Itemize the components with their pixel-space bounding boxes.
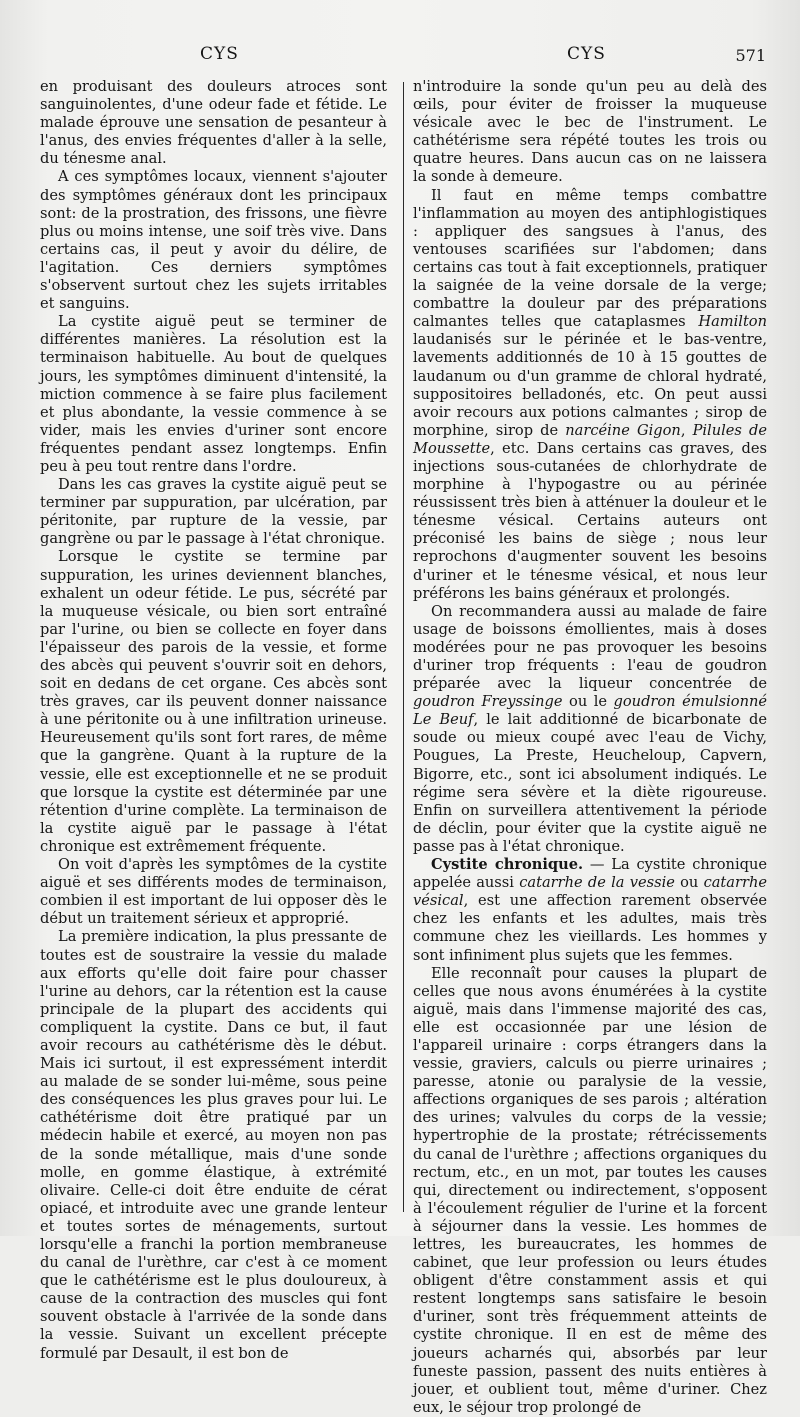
running-header: [0, 44, 800, 68]
section-heading: Cystite chronique.: [431, 856, 584, 874]
right-paragraph-3: [413, 603, 767, 856]
right-column: [413, 78, 767, 1417]
italic-run: Hamilton: [698, 313, 767, 331]
header-left-title: CYS: [200, 44, 239, 64]
text-run: — La cystite chronique appelée aussi: [413, 856, 767, 892]
italic-run: catarrhe vésical: [413, 874, 767, 910]
left-paragraph-6: On voit d'après les symptômes de la cystite aiguë et ses différents modes de terminaison, combien il est important de lui opposer dès le début un traitement sérieux et approprié.: [40, 856, 387, 928]
italic-run: goudron Freyssinge: [413, 693, 563, 711]
text-run: ou le: [562, 693, 614, 711]
left-paragraph-4: Dans les cas graves la cystite aiguë peut se terminer par suppuration, par ulcération, par péritonite, par rupture de la vessie, par gangrène ou par le passage à l'état chronique.: [40, 476, 387, 548]
text-run: ,: [680, 421, 693, 439]
italic-run: goudron émulsionné Le Beuf: [413, 693, 767, 729]
italic-run: catarrhe de la vessie: [519, 874, 675, 892]
page-number: 571: [735, 46, 766, 65]
right-paragraph-2: [413, 187, 767, 603]
text-run: laudanisés sur le périnée et le bas-ventre, lavements additionnés de 10 à 15 gouttes de laudanum ou d'un gramme de chloral hydraté, suppositoires belladonés, etc. On peut aussi avoir recours aux potions calmantes ; sirop de morphine, sirop de: [413, 331, 767, 439]
right-paragraph-5: Elle reconnaît pour causes la plupart de celles que nous avons énumérées à la cystite aiguë, mais dans l'immense majorité des cas, elle est occasionnée par une lésion de l'appareil urinaire : corps étrangers dans la vessie, graviers, calculs ou pierre urinaires ; paresse, atonie ou paralysie de la vessie, affections organiques de ses parois ; altération des urines; valvules du corps de la vessie; hypertrophie de la prostate; rétrécissements du canal de l'urèthre ; affections organiques du rectum, etc., en un mot, par toutes les causes qui, directement ou indirectement, s'opposent à l'écoulement régulier de l'urine et la forcent à séjourner dans la vessie. Les hommes de lettres, les bureaucrates, les hommes de cabinet, que leur profession ou leurs études obligent d'être constamment assis et qui restent longtemps sans satisfaire le besoin d'uriner, sont très fréquemment atteints de cystite chronique. Il en est de même des joueurs acharnés qui, absorbés par leur funeste passion, passent des nuits entières à jouer, et oublient tout, même d'uriner. Chez eux, le séjour trop prolongé de: [413, 964, 767, 1416]
column-divider: [403, 82, 404, 1212]
left-paragraph-2: A ces symptômes locaux, viennent s'ajouter des symptômes généraux dont les principaux sont: de la prostration, des frissons, une fièvre plus ou moins intense, une soif très vive. Dans certains cas, il peut y avoir du délire, de l'agitation. Ces derniers symptômes s'observent surtout chez les sujets irritables et sanguins.: [40, 168, 387, 313]
left-paragraph-7: La première indication, la plus pressante de toutes est de soustraire la vessie du malade aux efforts qu'elle doit faire pour chasser l'urine au dehors, car la rétention est la cause principale de la plupart des accidents qui compliquent la cystite. Dans ce but, il faut avoir recours au cathétérisme dès le début. Mais ici surtout, il est expressément interdit au malade de se sonder lui-même, sous peine des conséquences les plus graves pour lui. Le cathétérisme doit être pratiqué par un médecin habile et exercé, au moyen non pas de la sonde métallique, mais d'une sonde molle, en gomme élastique, à extrémité olivaire. Celle-ci doit être enduite de cérat opiacé, et introduite avec une grande lenteur et toutes sortes de ménagements, surtout lorsqu'elle a franchi la portion membraneuse du canal de l'urèthre, car c'est à ce moment que le cathétérisme est le plus douloureux, à cause de la contraction des muscles qui font souvent obstacle à l'arrivée de la sonde dans la vessie. Suivant un excellent précepte formulé par Desault, il est bon de: [40, 928, 387, 1362]
text-run: , etc. Dans certains cas graves, des injections sous-cutanées de chlorhydrate de morphine à l'hypogastre ou au périnée réussissent très bien à atténuer la douleur et le ténesme vésical. Certains auteurs ont préconisé les bains de siège ; nous leur reprochons d'augmenter souvent les besoins d'uriner et le ténesme vésical, et nous leur préférons les bains généraux et prolongés.: [413, 439, 767, 602]
text-run: On recommandera aussi au malade de faire usage de boissons émollientes, mais à doses modérées pour ne pas provoquer les besoins d'uriner trop fréquents : l'eau de goudron préparée avec la liqueur concentrée de: [413, 602, 767, 693]
right-paragraph-4: [413, 856, 767, 965]
left-column: [40, 78, 387, 1363]
text-run: ou: [674, 874, 704, 892]
italic-run: narcéine Gigon: [565, 421, 681, 439]
text-run: , le lait additionné de bicarbonate de soude ou mieux coupé avec l'eau de Vichy, Pougues, La Preste, Heucheloup, Capvern, Bigorre, etc., sont ici absolument indiqués. Le régime sera sévère et la diète rigoureuse. Enfin on surveillera attentivement la période de déclin, pour éviter que la cystite aiguë ne passe pas à l'état chronique.: [413, 711, 767, 855]
left-paragraph-1: en produisant des douleurs atroces sont sanguinolentes, d'une odeur fade et fétide. Le malade éprouve une sensation de pesanteur à l'anus, des envies fréquentes d'aller à la selle, du ténesme anal.: [40, 78, 387, 168]
header-right-title: CYS: [567, 44, 606, 64]
italic-run: Pilules de Moussette: [413, 421, 767, 457]
left-paragraph-3: La cystite aiguë peut se terminer de différentes manières. La résolution est la terminaison habituelle. Au bout de quelques jours, les symptômes diminuent d'intensité, la miction commence à se faire plus facilement et plus abondante, la vessie commence à se vider, mais les envies d'uriner sont encore fréquentes pendant assez longtemps. Enfin peu à peu tout rentre dans l'ordre.: [40, 313, 387, 475]
right-paragraph-1: n'introduire la sonde qu'un peu au delà des œils, pour éviter de froisser la muqueuse vésicale avec le bec de l'instrument. Le cathétérisme sera répété toutes les trois ou quatre heures. Dans aucun cas on ne laissera la sonde à demeure.: [413, 78, 767, 186]
left-paragraph-5: Lorsque le cystite se termine par suppuration, les urines deviennent blanches, exhalent un odeur fétide. Le pus, sécrété par la muqueuse vésicale, ou bien sort entraîné par l'urine, ou bien se collecte en foyer dans l'épaisseur des parois de la vessie, et forme des abcès qui peuvent s'ouvrir soit en dehors, soit en dedans de cet organe. Ces abcès sont très graves, car ils peuvent donner naissance à une péritonite ou à une infiltration urineuse. Heureusement qu'ils sont fort rares, de même que la gangrène. Quant à la rupture de la vessie, elle est exceptionnelle et ne se produit que lorsque la cystite est déterminée par une rétention d'urine complète. La terminaison de la cystite aiguë par le passage à l'état chronique est extrêmement fréquente.: [40, 548, 387, 855]
text-run: , est une affection rarement observée chez les enfants et les adultes, mais très commune chez les vieillards. Les hommes y sont infiniment plus sujets que les femmes.: [413, 892, 767, 964]
text-run: Il faut en même temps combattre l'inflammation au moyen des antiphlogistiques : appliquer des sangsues à l'anus, des ventouses scarifiées sur l'abdomen; dans certains cas tout à fait exceptionnels, pratiquer la saignée de la veine dorsale de la verge; combattre la douleur par des préparations calmantes telles que cataplasmes: [413, 186, 767, 331]
